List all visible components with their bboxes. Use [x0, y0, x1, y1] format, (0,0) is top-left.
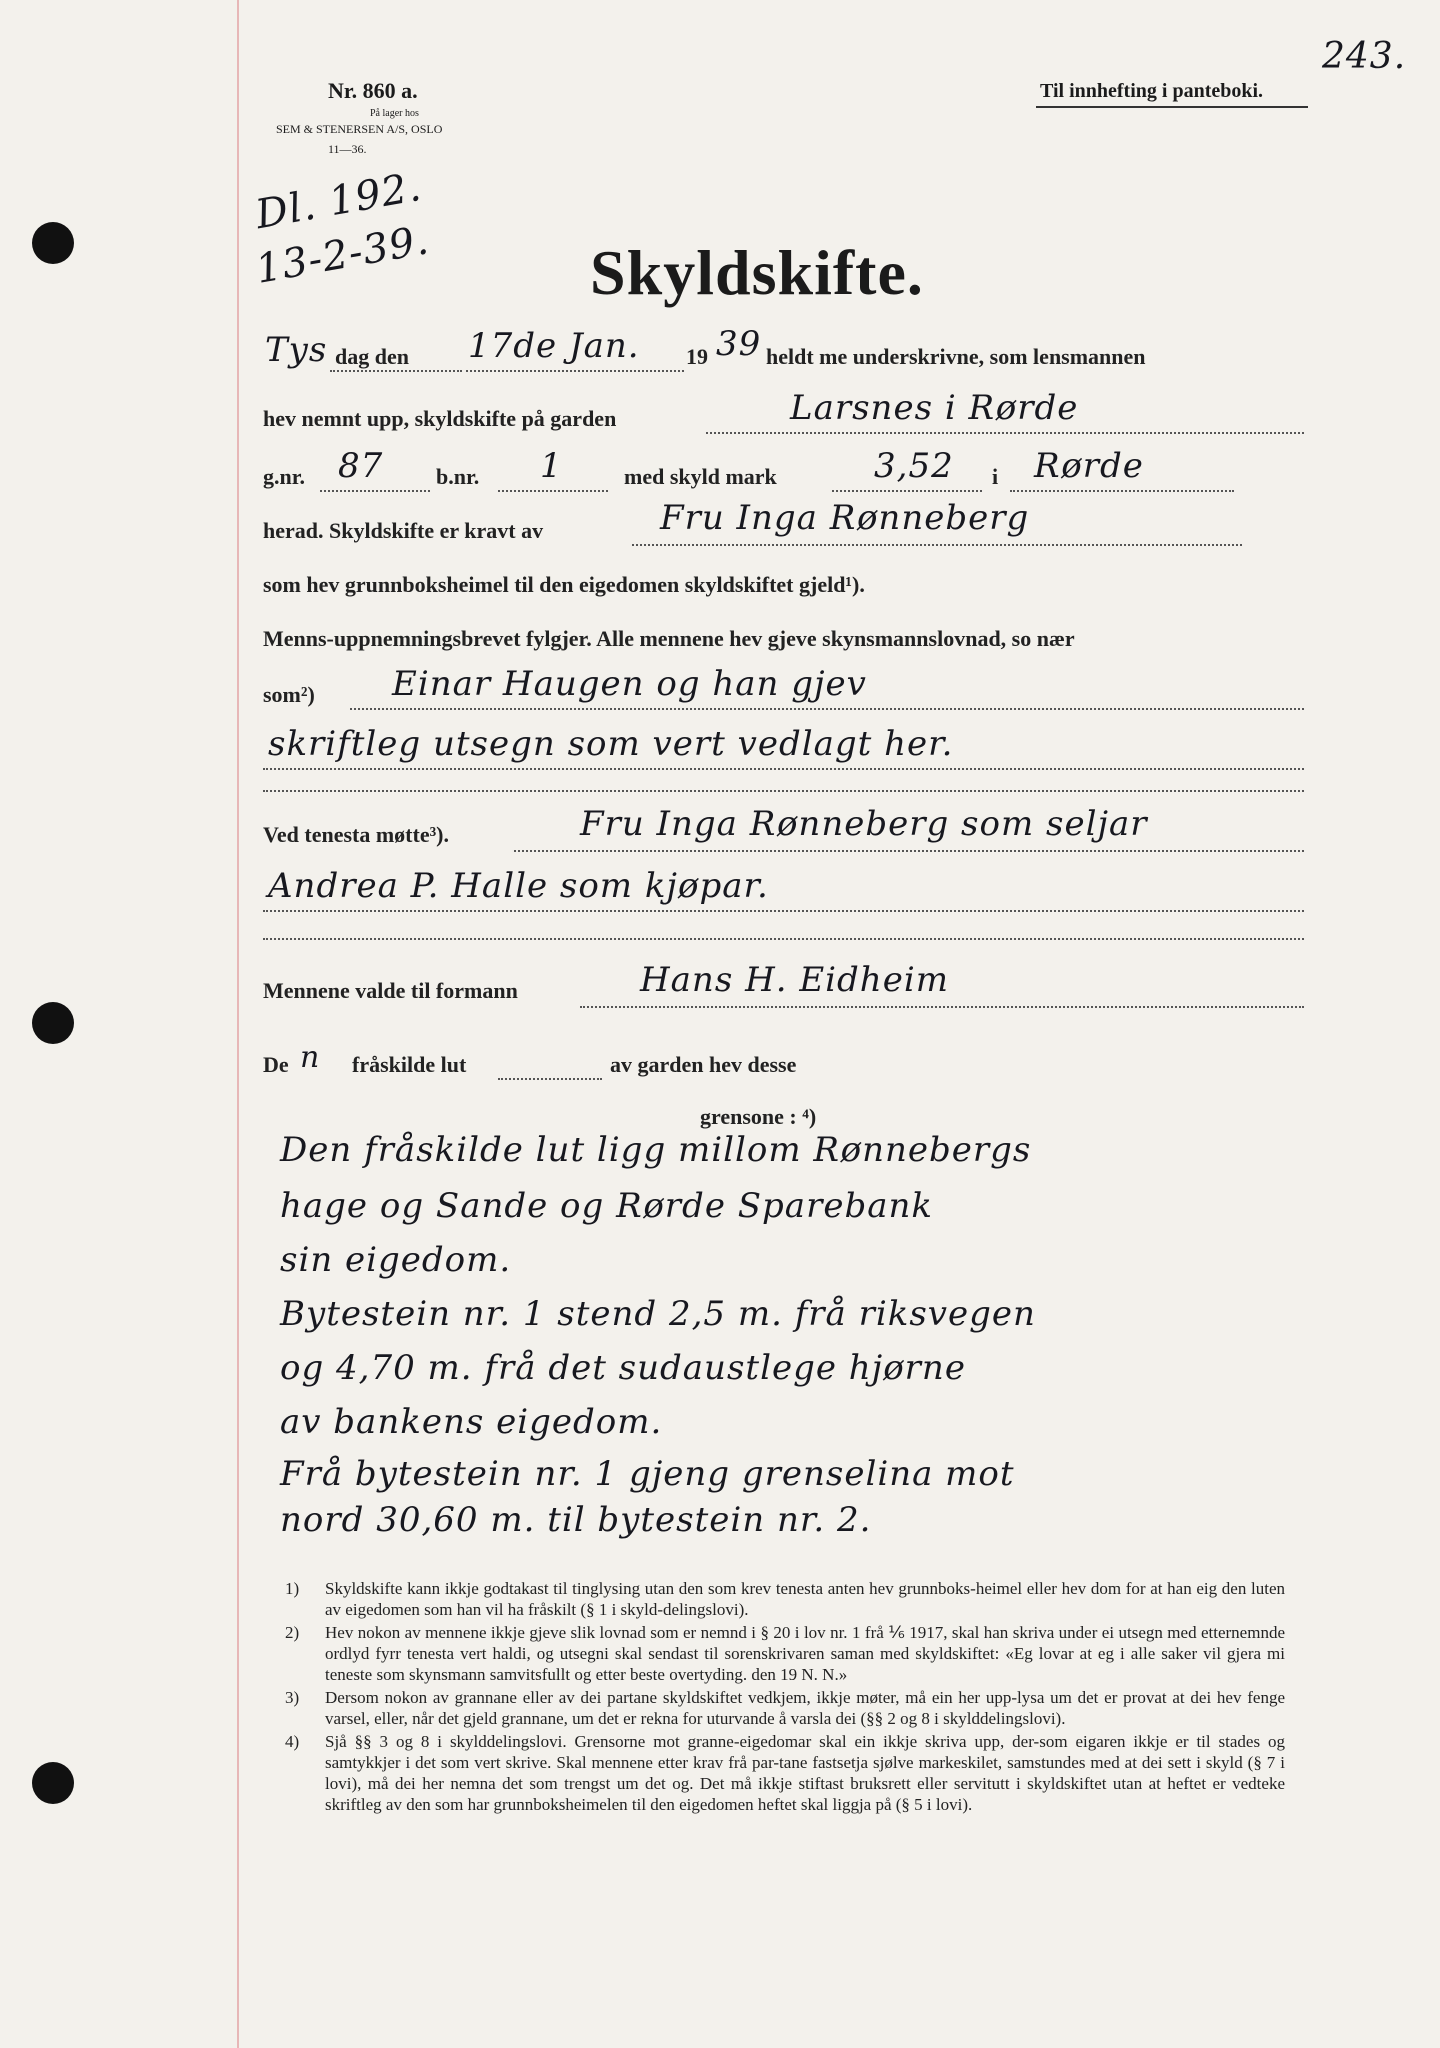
print-date: 11—36.: [328, 142, 367, 156]
attendees-line-1: Fru Inga Rønneberg som seljar: [580, 804, 1148, 844]
punch-hole: [32, 1762, 74, 1804]
label-skyld-mark: med skyld mark: [624, 464, 777, 489]
label-century: 19: [686, 344, 708, 369]
label-som: som²): [263, 682, 315, 707]
den-suffix: n: [300, 1040, 321, 1075]
publisher-line-1: På lager hos: [370, 108, 419, 119]
dotted-line: [263, 768, 1304, 770]
punch-hole: [32, 222, 74, 264]
dotted-line: [1010, 490, 1234, 492]
footnote-mark: 3): [285, 1688, 300, 1707]
dotted-line: [263, 790, 1304, 792]
footnote-text: Skyldskifte kann ikkje godtakast til tinglysing utan den som krev tenesta anten hev grunnboks-heimel eller hev dom for at han eig den luten av eigedomen som han vil ha fråskilt (§ 1 i skyld-delingslovi).: [325, 1579, 1285, 1619]
publisher-line-2: SEM & STENERSEN A/S, OSLO: [276, 122, 443, 136]
label-bnr: b.nr.: [436, 464, 480, 489]
dotted-line: [514, 850, 1304, 852]
form-number: Nr. 860 a.: [328, 78, 418, 103]
dotted-line: [706, 432, 1304, 434]
dotted-line: [498, 490, 608, 492]
label-formann: Mennene valde til formann: [263, 978, 518, 1003]
farm-name: Larsnes i Rørde: [790, 388, 1079, 428]
dotted-line: [832, 490, 982, 492]
dotted-line: [632, 544, 1242, 546]
label-den: De: [263, 1052, 289, 1077]
som-text-continued: skriftleg utsegn som vert vedlagt her.: [268, 724, 954, 764]
dotted-line: [330, 370, 462, 372]
footnote-text: Dersom nokon av grannane eller av dei partane skyldskiftet vedkjem, ikkje møter, må ein her upp-lysa um det er provat at dei hev fenge varsel, eller, når det gjeld grannane, um det er rekna for uturvande å varsla dei (§§ 2 og 8 i skylddelingslovi).: [325, 1688, 1285, 1728]
footnote-4: [285, 1731, 1285, 1815]
date-value: 17de Jan.: [468, 326, 640, 366]
margin-line: [237, 0, 239, 2048]
footnote-text: Hev nokon av mennene ikkje gjeve slik lovnad som er nemnd i § 20 i lov nr. 1 frå ⅙ 1917, skal han skriva under ei utsegn med etternemnde ordlyd fyrr tenesta vert haldi, og utsegni skal sendast til sorenskrivaren saman med skyldskiftet: «Eg lovar at eg i alle saker vil gjera mi teneste som skynsmann samvitsfullt og etter beste overtyding. den 19 N. N.»: [325, 1623, 1285, 1684]
label-gnr: g.nr.: [263, 464, 305, 489]
requester-name: Fru Inga Rønneberg: [660, 498, 1030, 538]
dotted-line: [580, 1006, 1304, 1008]
footnote-mark: 2): [285, 1623, 300, 1642]
document-title: Skyldskifte.: [590, 237, 924, 308]
dotted-line: [350, 708, 1304, 710]
boundary-line: Den fråskilde lut ligg millom Rønnebergs: [280, 1130, 1032, 1170]
label-fraskilde-lut: fråskilde lut: [352, 1052, 467, 1077]
label-ved-tenesta: Ved tenesta møtte³).: [263, 822, 450, 847]
punch-hole: [32, 1002, 74, 1044]
bnr-value: 1: [540, 446, 563, 486]
footnote-text: Sjå §§ 3 og 8 i skylddelingslovi. Grensorne mot granne-eigedomar skal ein ikkje skriva upp, der-som eigaren ikkje er til stades og samtykkjer i det som vert skrive. Skal mennene etter krav frå par-tane fastsetja sjølve markeskilet, samstundes med at dei sett i skyld (§ 7 i lovi), må dei her nemna det som trengst um det og. Det må ikkje stiftast bruksrett eller servitutt i skyldskiftet utan at heftet er vedteke skriftleg av den som har grunnboksheimelen til den eigedomen heftet skal liggja på (§ 5 i lovi).: [325, 1732, 1285, 1814]
footnote-3: [285, 1687, 1285, 1729]
boundary-line: Bytestein nr. 1 stend 2,5 m. frå riksvegen: [280, 1294, 1036, 1334]
menns-uppnemning-text: Menns-uppnemningsbrevet fylgjer. Alle mennene hev gjeve skynsmannslovnad, so nær: [263, 626, 1075, 651]
grunnboksheimel-text: som hev grunnboksheimel til den eigedomen skyldskiftet gjeld¹).: [263, 572, 865, 597]
footnote-2: [285, 1622, 1285, 1685]
label-av-garden: av garden hev desse: [610, 1052, 797, 1077]
label-garden: hev nemnt upp, skyldskifte på garden: [263, 406, 617, 431]
grensone-label: grensone : ⁴): [700, 1104, 817, 1129]
dotted-line: [263, 910, 1304, 912]
boundary-line: av bankens eigedom.: [280, 1402, 663, 1442]
chairman-name: Hans H. Eidheim: [640, 960, 949, 1000]
boundary-line: sin eigedom.: [280, 1240, 512, 1280]
footnote-mark: 1): [285, 1579, 300, 1598]
label-i: i: [992, 464, 999, 489]
boundary-line: hage og Sande og Rørde Sparebank: [280, 1186, 933, 1226]
footnote-1: [285, 1578, 1285, 1620]
top-right-underline: [1036, 106, 1308, 108]
day-prefix: Tys: [265, 330, 328, 370]
dotted-line: [320, 490, 430, 492]
dotted-line: [498, 1078, 602, 1080]
label-heldt: heldt me underskrivne, som lensmannen: [766, 344, 1146, 369]
footnotes: [285, 1578, 1285, 1817]
footnote-mark: 4): [285, 1732, 300, 1751]
attendees-line-2: Andrea P. Halle som kjøpar.: [268, 866, 769, 906]
gnr-value: 87: [338, 446, 384, 486]
dotted-line: [466, 370, 684, 372]
stamp-line-1: Dl. 192.: [252, 163, 426, 239]
label-dag-den: dag den: [335, 344, 409, 369]
boundary-line: Frå bytestein nr. 1 gjeng grenselina mot: [280, 1454, 1015, 1494]
mark-value: 3,52: [874, 446, 954, 486]
som-text: Einar Haugen og han gjev: [392, 664, 867, 704]
top-right-label: Til innhefting i panteboki.: [1040, 80, 1264, 102]
boundary-line: og 4,70 m. frå det sudaustlege hjørne: [280, 1348, 966, 1388]
boundary-line: nord 30,60 m. til bytestein nr. 2.: [280, 1500, 872, 1540]
stamp-line-2: 13-2-39.: [252, 217, 433, 293]
page-number: 243.: [1322, 36, 1407, 77]
herad-value: Rørde: [1034, 446, 1144, 486]
year-value: 39: [716, 324, 762, 364]
dotted-line: [263, 938, 1304, 940]
label-kravt-av: herad. Skyldskifte er kravt av: [263, 518, 544, 543]
